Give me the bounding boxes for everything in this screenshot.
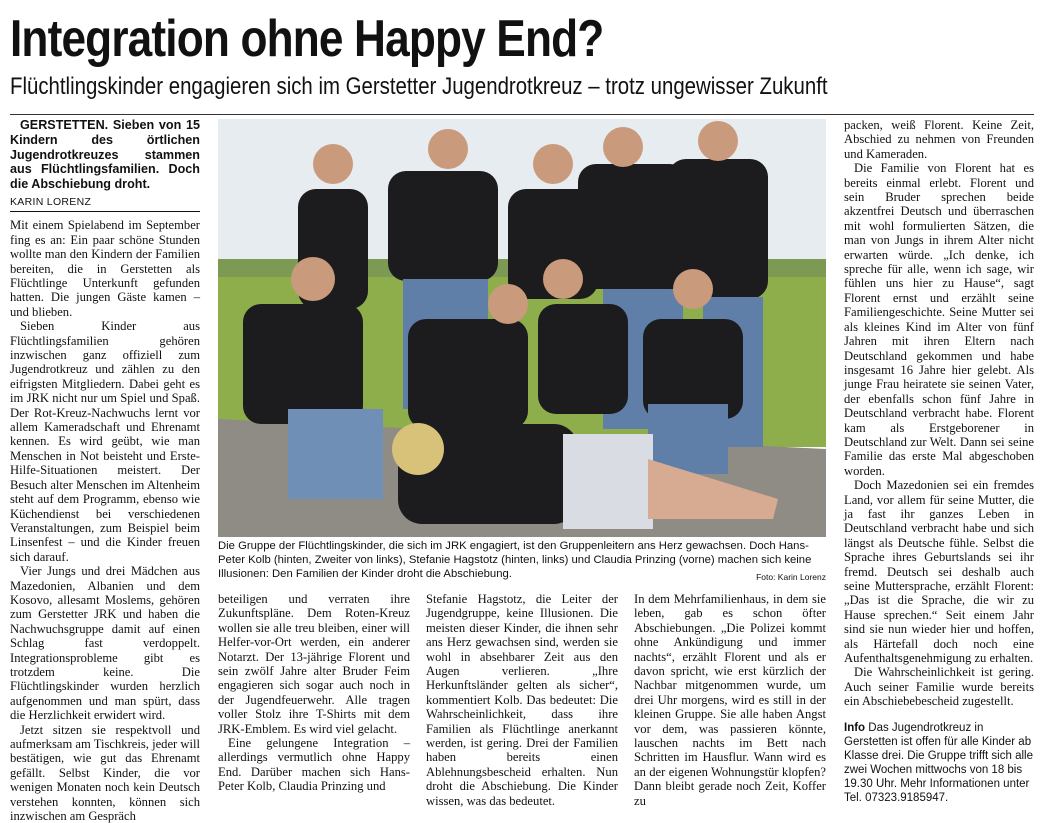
- photo-caption: [218, 540, 826, 584]
- col5-p4: Die Wahrscheinlichkeit ist gering. Auch seiner Familie wurde bereits ein Abschiebebescheid zugestellt.: [844, 665, 1034, 709]
- col3-p1: Stefanie Hagstotz, die Leiter der Jugendgruppe, keine Illusionen. Die meisten dieser Kinder, die ihnen sehr ans Herz gewachsen sind, werden sie wohl in absehbarer Zeit aus den Augen verlieren. „Ihre Herkunftsländer gelten als sicher“, kommentiert Kolb. Das bedeutet: Die Wahrscheinlichkeit, dass ihre Familien als Flüchtlinge anerkannt werden, ist gering. Drei der Familien haben bereits einen Ablehnungsbescheid erhalten. Nun droht die Abschiebung. Die Kinder wissen, was das bedeutet.: [426, 592, 618, 808]
- col1-p2: Sieben Kinder aus Flüchtlingsfamilien gehören inzwischen ganz offiziell zum Jugendrotkreuz und zählen zu den eifrigsten Mitgliedern. Dabei geht es im JRK nicht nur um Spiel und Spaß. Der Rot-Kreuz-Nachwuchs lernt vor allem Kameradschaft und Ehrenamt kennen. Es wird geübt, wie man Menschen in Not beisteht und Erste-Hilfe-Situationen meistert. Der Besuch alter Menschen im Altenheim steht auf dem Programm, ebenso wie Küchendienst bei verschiedenen Veranstaltungen, zum Beispiel beim Linsenfest – und die Kinder freuen sich darauf.: [10, 319, 200, 564]
- info-text: Das Jugendrotkreuz in Gerstetten ist offen für alle Kinder ab Klasse drei. Die Gruppe trifft sich alle zwei Wochen mittwochs von 18 bis 19.30 Uhr. Mehr Informationen unter Tel. 07323.9185947.: [844, 721, 1033, 804]
- col1-p1: Mit einem Spielabend im September fing es an: Ein paar schöne Stunden wollte man den Kindern der Familien bereiten, die in Gerstetten als Flüchtlinge Unterkunft gefunden hatten. Die jungen Gäste kamen – und blieben.: [10, 218, 200, 319]
- subline: Flüchtlingskinder engagieren sich im Gerstetter Jugendrotkreuz – trotz ungewisser Zukunft: [10, 73, 828, 100]
- info-label: Info: [844, 721, 866, 734]
- author: KARIN LORENZ: [10, 195, 200, 212]
- column-4: [634, 592, 826, 808]
- col5-p1: packen, weiß Florent. Keine Zeit, Abschied zu nehmen von Freunden und Kameraden.: [844, 118, 1034, 161]
- photo-credit: Foto: Karin Lorenz: [756, 571, 826, 582]
- col1-p4: Jetzt sitzen sie respektvoll und aufmerksam am Tischkreis, jeder will bestätigen, wie gut das Ehrenamt gefällt. Selbst Kinder, die vor wenigen Monaten noch kein Deutsch verstehen konnten, können sich inzwischen am Gespräch: [10, 722, 200, 823]
- col5-p3: Doch Mazedonien sei ein fremdes Land, vor allem für seine Mutter, die ja fast ihr ganzes Leben in Deutschland verbracht habe und sich längst als Deutsche fühle. Selbst die Sprache ihres Geburtslands sei ihr fremd. Deutsch sei deshalb auch seine Muttersprache, erzählt Florent: „Das ist die Sprache, die wir zu Hause sprechen.“ Seit einem Jahr sind sie nun wieder hier und hoffen, als Härtefall doch noch eine Aufenthaltsgenehmigung zu erhalten.: [844, 478, 1034, 666]
- col4-p1: In dem Mehrfamilienhaus, in dem sie leben, gab es schon öfter Abschiebungen. „Die Polizei kommt ohne Ankündigung und immer nachts“, erzählt Florent und als er davon spricht, wie erst kürzlich der Nachbar mitgenommen wurde, um drei Uhr morgens, wird es still in der kleinen Gruppe. Sie alle haben Angst vor dem, was passieren könnte, lauschen nachts im Bett nach Schritten im Hausflur. Wann wird es an der eigenen Wohnungstür klopfen? Dann bleibt gerade noch Zeit, Koffer zu: [634, 592, 826, 808]
- col5-p2: Die Familie von Florent hat es bereits einmal erlebt. Florent und sein Bruder sprechen beide akzentfrei Deutsch und überraschen mit wohl formulierten Sätzen, die man von Jungs in ihrem Alter nicht erwarten würde. „Ich denke, ich spreche für alle, wenn ich sage, wir fühlen uns hier zu Hause“, sagt Florent ernst und erzählt seine Familiengeschichte. Seine Mutter sei als kleines Kind im Alter von fünf Jahren mit ihren Eltern nach Deutschland gekommen und habe insgesamt 16 Jahre hier gelebt. Als junge Frau heiratete sie seinen Vater, der ebenfalls schon fünf Jahre in Deutschland verbracht habe. Florent kam als Erstgeborener in Deutschland zur Welt. Dann sei seine Familie das erste Mal abgeschoben worden.: [844, 161, 1034, 478]
- column-2: [218, 592, 410, 794]
- group-photo: [218, 119, 826, 537]
- header-rule: [10, 114, 1034, 115]
- info-box: [844, 721, 1034, 805]
- col2-p2: Eine gelungene Integration – allerdings vermutlich ohne Happy End. Darüber machen sich Hans-Peter Kolb, Claudia Prinzing und: [218, 736, 410, 794]
- headline: Integration ohne Happy End?: [10, 10, 604, 68]
- lead-paragraph: GERSTETTEN. Sieben von 15 Kindern des örtlichen Jugendrotkreuzes stammen aus Flüchtlingsfamilien. Doch die Abschiebung droht.: [10, 118, 200, 192]
- column-1: [10, 118, 200, 823]
- group-photo-illustration: [218, 119, 826, 537]
- column-3: [426, 592, 618, 808]
- col1-p3: Vier Jungs und drei Mädchen aus Mazedonien, Albanien und dem Kosovo, allesamt Moslems, gehören zum Gerstetter JRK und haben die Nachwuchsgruppe damit auf einen Schlag fast verdoppelt. Integrationsprobleme gibt es trotzdem keine. Die Flüchtlingskinder wurden herzlich aufgenommen und man spürt, dass die Herzlichkeit erwidert wird.: [10, 564, 200, 723]
- caption-text: Die Gruppe der Flüchtlingskinder, die sich im JRK engagiert, ist den Gruppenleitern ans Herz gewachsen. Doch Hans-Peter Kolb (hinten, Zweiter von links), Stefanie Hagstotz (hinten, links) und Claudia Prinzing (vorne) machen sich keine Illusionen: Den Familien der Kinder droht die Abschiebung.: [218, 540, 812, 580]
- column-5: [844, 118, 1034, 805]
- col2-p1: beteiligen und verraten ihre Zukunftspläne. Dem Roten-Kreuz wollen sie alle treu bleiben, einer will Helfer-vor-Ort werden, ein anderer Notarzt. Der 13-jährige Florent und sein zwölf Jahre alter Bruder Feim engagieren sich sogar auch noch in der Jugendfeuerwehr. Alle tragen voller Stolz ihre T-Shirts mit dem JRK-Emblem. Es wird viel gelacht.: [218, 592, 410, 736]
